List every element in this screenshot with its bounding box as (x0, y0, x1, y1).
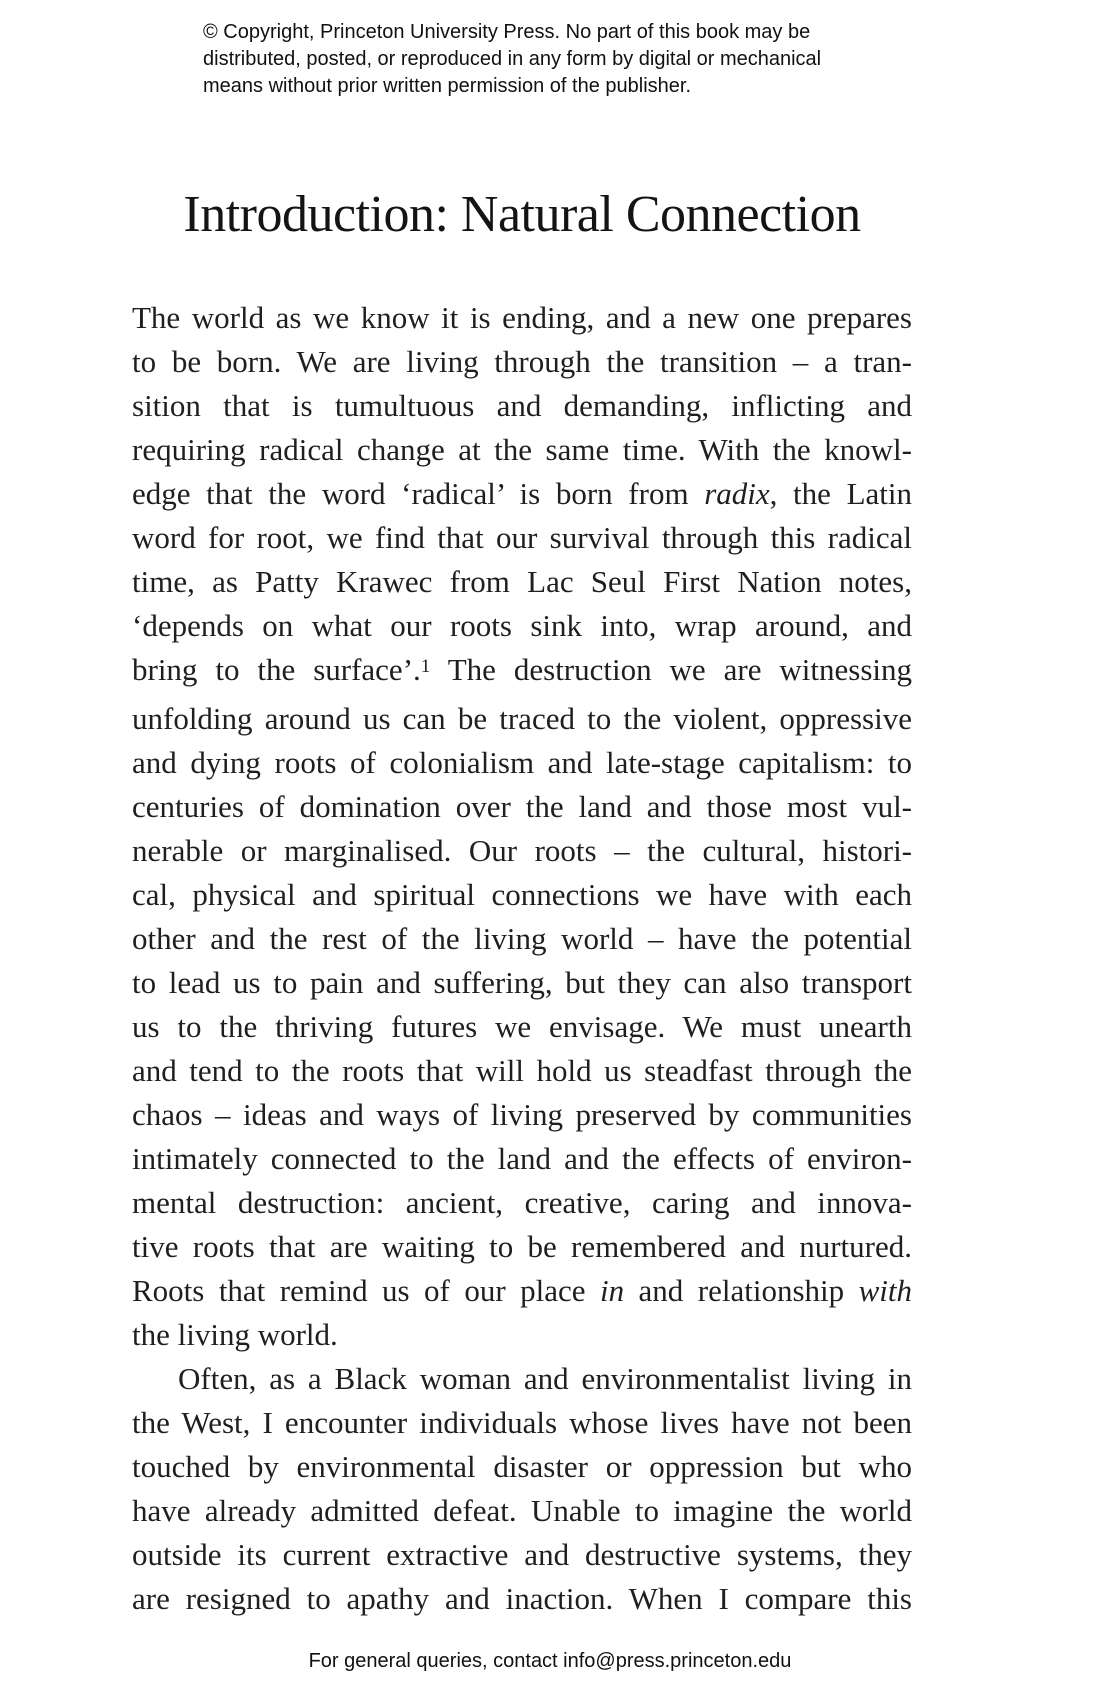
text-segment: with (858, 1273, 912, 1308)
text-line (132, 1137, 912, 1181)
text-segment: radix (704, 476, 770, 511)
copyright-notice (203, 19, 821, 100)
text-segment: sition that is tumultuous and demanding, inflicting and (132, 388, 912, 423)
copyright-line: means without prior written permission of the publisher. (203, 75, 692, 97)
text-line (132, 1269, 912, 1313)
text-line (132, 873, 912, 917)
text-segment: The world as we know it is ending, and a new one prepares (132, 300, 912, 335)
text-line (132, 296, 912, 340)
text-line (132, 648, 912, 697)
text-segment: The destruction we are witnessing (430, 652, 912, 687)
text-segment: us to the thriving futures we envisage. We must unearth (132, 1009, 912, 1044)
text-line (132, 604, 912, 648)
text-line (132, 1577, 912, 1621)
footnote-reference: 1 (420, 655, 431, 677)
text-segment: cal, physical and spiritual connections we have with each (132, 877, 912, 912)
text-line (132, 1049, 912, 1093)
text-segment: in (599, 1273, 625, 1308)
text-segment: unfolding around us can be traced to the violent, oppressive (132, 701, 912, 736)
text-segment: ‘depends on what our roots sink into, wrap around, and (132, 608, 912, 643)
text-segment: the living world. (132, 1317, 338, 1352)
text-line (132, 1445, 912, 1489)
text-line (132, 1225, 912, 1269)
copyright-line: © Copyright, Princeton University Press. No part of this book may be (203, 21, 811, 43)
text-segment: outside its current extractive and destructive systems, they (132, 1537, 912, 1572)
text-line (132, 384, 912, 428)
text-line (132, 560, 912, 604)
text-segment: to be born. We are living through the transition – a tran- (132, 344, 912, 379)
text-line (132, 1533, 912, 1577)
text-line (132, 1181, 912, 1225)
text-line (132, 340, 912, 384)
text-segment: mental destruction: ancient, creative, caring and innova- (132, 1185, 912, 1220)
footer-contact: For general queries, contact info@press.princeton.edu (308, 1650, 792, 1672)
text-segment: and tend to the roots that will hold us steadfast through the (132, 1053, 912, 1088)
text-line (132, 741, 912, 785)
text-line (132, 785, 912, 829)
copyright-line: distributed, posted, or reproduced in any form by digital or mechanical (203, 48, 822, 70)
text-segment: bring to the surface’. (132, 652, 421, 687)
text-segment: requiring radical change at the same time. With the knowl- (132, 432, 912, 467)
text-segment: touched by environmental disaster or oppression but who (132, 1449, 912, 1484)
text-segment: to lead us to pain and suffering, but they can also transport (132, 965, 912, 1000)
text-segment: intimately connected to the land and the effects of environ- (132, 1141, 912, 1176)
text-line (132, 1093, 912, 1137)
text-segment: the West, I encounter individuals whose lives have not been (132, 1405, 912, 1440)
text-segment: , the Latin (769, 476, 912, 511)
text-segment: and dying roots of colonialism and late-stage capitalism: to (132, 745, 912, 780)
text-segment: Roots that remind us of our place (132, 1273, 600, 1308)
text-line (132, 516, 912, 560)
text-line (132, 428, 912, 472)
text-segment: nerable or marginalised. Our roots – the cultural, histori- (132, 833, 912, 868)
text-segment: centuries of domination over the land and those most vul- (132, 789, 912, 824)
text-line (132, 1357, 912, 1401)
text-line (132, 697, 912, 741)
text-segment: Often, as a Black woman and environmentalist living in (178, 1361, 912, 1396)
text-line (132, 961, 912, 1005)
text-line (132, 1401, 912, 1445)
text-segment: have already admitted defeat. Unable to imagine the world (132, 1493, 912, 1528)
text-line (132, 917, 912, 961)
text-segment: other and the rest of the living world – have the potential (132, 921, 912, 956)
text-segment: word for root, we find that our survival through this radical (132, 520, 912, 555)
text-line (132, 1005, 912, 1049)
text-line (132, 1489, 912, 1533)
text-segment: and relationship (624, 1273, 859, 1308)
text-segment: time, as Patty Krawec from Lac Seul First Nation notes, (132, 564, 912, 599)
text-segment: edge that the word ‘radical’ is born from (132, 476, 705, 511)
body-text (132, 296, 912, 1621)
text-line (132, 829, 912, 873)
text-line (132, 1313, 912, 1357)
page-title: Introduction: Natural Connection (183, 185, 861, 243)
text-segment: tive roots that are waiting to be remembered and nurtured. (132, 1229, 912, 1264)
text-line (132, 472, 912, 516)
text-segment: chaos – ideas and ways of living preserved by communities (132, 1097, 912, 1132)
text-segment: are resigned to apathy and inaction. When I compare this (132, 1581, 912, 1616)
